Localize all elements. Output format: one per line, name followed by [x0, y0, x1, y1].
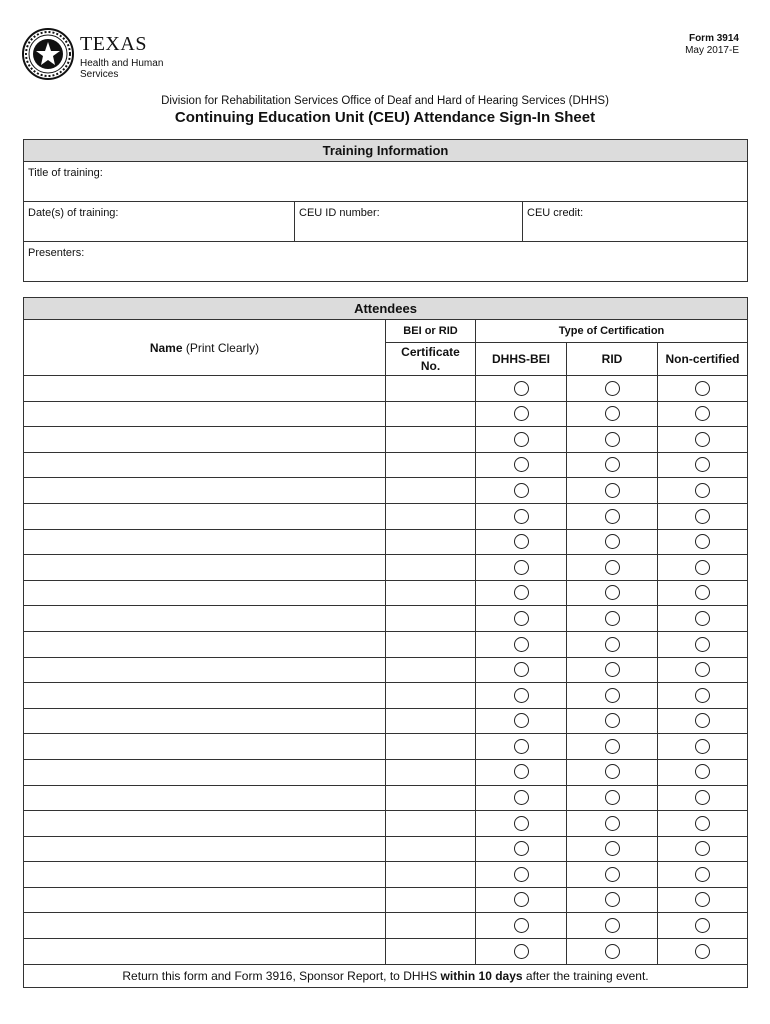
attendee-name-cell[interactable]	[24, 913, 386, 939]
logo-hhs-line1: Health and Human	[80, 58, 164, 69]
rid-radio[interactable]	[605, 764, 620, 779]
table-row	[24, 734, 748, 760]
attendee-name-cell[interactable]	[24, 683, 386, 709]
attendee-name-cell[interactable]	[24, 887, 386, 913]
rid-cell	[567, 734, 658, 760]
dhhs-bei-cell	[476, 913, 567, 939]
non-certified-cell	[658, 708, 748, 734]
rid-radio[interactable]	[605, 637, 620, 652]
certificate-number-cell[interactable]	[386, 555, 476, 581]
non-certified-radio[interactable]	[695, 739, 710, 754]
non-certified-radio[interactable]	[695, 764, 710, 779]
rid-cell	[567, 913, 658, 939]
certificate-number-cell[interactable]	[386, 887, 476, 913]
non-certified-radio[interactable]	[695, 867, 710, 882]
table-row	[24, 427, 748, 453]
non-certified-cell	[658, 759, 748, 785]
dhhs-bei-radio[interactable]	[514, 534, 529, 549]
rid-radio[interactable]	[605, 918, 620, 933]
dhhs-bei-cell	[476, 478, 567, 504]
rid-cell	[567, 631, 658, 657]
dhhs-bei-radio[interactable]	[514, 739, 529, 754]
rid-header: RID	[567, 343, 658, 376]
non-certified-cell	[658, 939, 748, 965]
rid-radio[interactable]	[605, 611, 620, 626]
certificate-number-cell[interactable]	[386, 836, 476, 862]
rid-cell	[567, 836, 658, 862]
dhhs-bei-cell	[476, 657, 567, 683]
table-row	[24, 606, 748, 632]
dhhs-bei-radio[interactable]	[514, 611, 529, 626]
non-certified-cell	[658, 427, 748, 453]
rid-radio[interactable]	[605, 867, 620, 882]
dhhs-bei-cell	[476, 580, 567, 606]
dhhs-bei-radio[interactable]	[514, 944, 529, 959]
non-certified-radio[interactable]	[695, 918, 710, 933]
rid-radio[interactable]	[605, 662, 620, 677]
non-certified-radio[interactable]	[695, 483, 710, 498]
rid-radio[interactable]	[605, 944, 620, 959]
dhhs-bei-cell	[476, 811, 567, 837]
non-certified-cell	[658, 376, 748, 402]
rid-cell	[567, 683, 658, 709]
rid-radio[interactable]	[605, 713, 620, 728]
certificate-number-cell[interactable]	[386, 529, 476, 555]
attendees-heading: Attendees	[24, 298, 748, 320]
dhhs-bei-cell	[476, 862, 567, 888]
footer-deadline: within 10 days	[440, 968, 523, 983]
dhhs-bei-cell	[476, 452, 567, 478]
dhhs-bei-radio[interactable]	[514, 713, 529, 728]
non-certified-cell	[658, 734, 748, 760]
attendee-name-cell[interactable]	[24, 759, 386, 785]
attendee-name-cell[interactable]	[24, 376, 386, 402]
certificate-number-cell[interactable]	[386, 657, 476, 683]
logo-texas-text: TEXAS	[80, 33, 147, 55]
attendee-name-cell[interactable]	[24, 836, 386, 862]
rid-cell	[567, 939, 658, 965]
division-name: Division for Rehabilitation Services Office of Deaf and Hard of Hearing Services (DHHS)	[161, 95, 609, 107]
non-certified-cell	[658, 555, 748, 581]
table-row	[24, 657, 748, 683]
dates-of-training-field[interactable]: Date(s) of training:	[24, 202, 295, 242]
certificate-number-cell[interactable]	[386, 452, 476, 478]
certificate-number-cell[interactable]	[386, 478, 476, 504]
dhhs-bei-radio[interactable]	[514, 637, 529, 652]
attendee-rows	[24, 376, 748, 965]
certificate-number-cell[interactable]	[386, 503, 476, 529]
dhhs-bei-radio[interactable]	[514, 483, 529, 498]
page-title: Continuing Education Unit (CEU) Attendance Sign-In Sheet	[174, 109, 596, 126]
rid-cell	[567, 555, 658, 581]
non-certified-cell	[658, 529, 748, 555]
certificate-number-cell[interactable]	[386, 785, 476, 811]
rid-radio[interactable]	[605, 892, 620, 907]
dhhs-bei-cell	[476, 631, 567, 657]
certificate-number-cell[interactable]	[386, 401, 476, 427]
dhhs-bei-radio[interactable]	[514, 381, 529, 396]
rid-radio[interactable]	[605, 816, 620, 831]
dhhs-bei-radio[interactable]	[514, 432, 529, 447]
rid-cell	[567, 401, 658, 427]
dhhs-bei-cell	[476, 427, 567, 453]
non-certified-cell	[658, 862, 748, 888]
attendee-name-cell[interactable]	[24, 401, 386, 427]
certificate-number-cell[interactable]	[386, 734, 476, 760]
dhhs-bei-radio[interactable]	[514, 662, 529, 677]
certificate-number-cell[interactable]	[386, 811, 476, 837]
attendee-name-cell[interactable]	[24, 580, 386, 606]
dhhs-bei-radio[interactable]	[514, 406, 529, 421]
non-certified-radio[interactable]	[695, 381, 710, 396]
attendee-name-cell[interactable]	[24, 862, 386, 888]
attendee-name-cell[interactable]	[24, 478, 386, 504]
non-certified-radio[interactable]	[695, 713, 710, 728]
table-row	[24, 708, 748, 734]
rid-cell	[567, 376, 658, 402]
attendee-name-cell[interactable]	[24, 734, 386, 760]
table-row	[24, 401, 748, 427]
non-certified-cell	[658, 606, 748, 632]
rid-radio[interactable]	[605, 381, 620, 396]
table-row	[24, 452, 748, 478]
non-certified-radio[interactable]	[695, 892, 710, 907]
non-certified-radio[interactable]	[695, 662, 710, 677]
non-certified-radio[interactable]	[695, 944, 710, 959]
rid-cell	[567, 708, 658, 734]
dhhs-bei-cell	[476, 401, 567, 427]
rid-cell	[567, 503, 658, 529]
dhhs-bei-cell	[476, 683, 567, 709]
dhhs-bei-cell	[476, 836, 567, 862]
attendee-name-cell[interactable]	[24, 657, 386, 683]
rid-radio[interactable]	[605, 406, 620, 421]
form-date: May 2017-E	[685, 45, 739, 56]
rid-radio[interactable]	[605, 457, 620, 472]
rid-radio[interactable]	[605, 483, 620, 498]
certificate-number-cell[interactable]	[386, 631, 476, 657]
certificate-number-cell[interactable]	[386, 708, 476, 734]
texas-hhs-logo	[22, 28, 172, 84]
type-of-certification-header: Type of Certification	[476, 320, 748, 343]
non-certified-radio[interactable]	[695, 637, 710, 652]
footer-text-2: after the training event.	[522, 968, 649, 983]
certificate-number-cell[interactable]	[386, 606, 476, 632]
non-certified-cell	[658, 401, 748, 427]
table-row	[24, 529, 748, 555]
dhhs-bei-radio[interactable]	[514, 790, 529, 805]
dhhs-bei-radio[interactable]	[514, 688, 529, 703]
dhhs-bei-radio[interactable]	[514, 509, 529, 524]
name-header-rest: (Print Clearly)	[182, 340, 260, 355]
dhhs-bei-cell	[476, 529, 567, 555]
presenters-field[interactable]: Presenters:	[24, 242, 748, 282]
certificate-number-cell[interactable]	[386, 939, 476, 965]
non-certified-radio[interactable]	[695, 457, 710, 472]
dhhs-bei-radio[interactable]	[514, 816, 529, 831]
table-row	[24, 683, 748, 709]
non-certified-cell	[658, 657, 748, 683]
certificate-number-cell[interactable]	[386, 862, 476, 888]
certificate-number-cell[interactable]	[386, 376, 476, 402]
table-row	[24, 503, 748, 529]
rid-cell	[567, 580, 658, 606]
table-row	[24, 555, 748, 581]
table-row	[24, 785, 748, 811]
attendee-name-cell[interactable]	[24, 811, 386, 837]
name-header-bold: Name	[149, 340, 183, 355]
non-certified-cell	[658, 631, 748, 657]
attendee-name-cell[interactable]	[24, 555, 386, 581]
attendee-name-cell[interactable]	[24, 503, 386, 529]
rid-cell	[567, 785, 658, 811]
dhhs-bei-cell	[476, 708, 567, 734]
non-certified-radio[interactable]	[695, 611, 710, 626]
attendee-name-cell[interactable]	[24, 529, 386, 555]
non-certified-cell	[658, 478, 748, 504]
non-certified-radio[interactable]	[695, 585, 710, 600]
table-row	[24, 376, 748, 402]
non-certified-radio[interactable]	[695, 432, 710, 447]
rid-cell	[567, 887, 658, 913]
rid-cell	[567, 862, 658, 888]
non-certified-cell	[658, 913, 748, 939]
rid-radio[interactable]	[605, 585, 620, 600]
dhhs-bei-radio[interactable]	[514, 867, 529, 882]
rid-radio[interactable]	[605, 432, 620, 447]
title-of-training-field[interactable]: Title of training:	[24, 162, 748, 202]
non-certified-radio[interactable]	[695, 841, 710, 856]
table-row	[24, 580, 748, 606]
certificate-number-cell[interactable]	[386, 913, 476, 939]
non-certified-radio[interactable]	[695, 509, 710, 524]
name-column-header	[24, 320, 386, 376]
table-row	[24, 836, 748, 862]
dhhs-bei-radio[interactable]	[514, 560, 529, 575]
rid-cell	[567, 811, 658, 837]
attendee-name-cell[interactable]	[24, 427, 386, 453]
rid-cell	[567, 529, 658, 555]
table-row	[24, 631, 748, 657]
dhhs-bei-radio[interactable]	[514, 892, 529, 907]
rid-cell	[567, 427, 658, 453]
non-certified-cell	[658, 683, 748, 709]
table-row	[24, 811, 748, 837]
rid-cell	[567, 657, 658, 683]
non-certified-radio[interactable]	[695, 688, 710, 703]
non-certified-cell	[658, 887, 748, 913]
rid-radio[interactable]	[605, 739, 620, 754]
rid-cell	[567, 452, 658, 478]
dhhs-bei-cell	[476, 785, 567, 811]
attendee-name-cell[interactable]	[24, 785, 386, 811]
attendee-name-cell[interactable]	[24, 606, 386, 632]
return-instructions	[24, 964, 748, 987]
certificate-number-cell[interactable]	[386, 759, 476, 785]
rid-cell	[567, 759, 658, 785]
rid-radio[interactable]	[605, 841, 620, 856]
non-certified-cell	[658, 836, 748, 862]
non-certified-cell	[658, 811, 748, 837]
attendee-name-cell[interactable]	[24, 631, 386, 657]
dhhs-bei-cell	[476, 555, 567, 581]
bei-rid-header: BEI or RID	[386, 320, 476, 343]
table-row	[24, 862, 748, 888]
non-certified-cell	[658, 580, 748, 606]
dhhs-bei-radio[interactable]	[514, 585, 529, 600]
table-row	[24, 913, 748, 939]
dhhs-bei-cell	[476, 376, 567, 402]
non-certified-cell	[658, 452, 748, 478]
dhhs-bei-radio[interactable]	[514, 918, 529, 933]
ceu-credit-field[interactable]: CEU credit:	[523, 202, 748, 242]
dhhs-bei-radio[interactable]	[514, 764, 529, 779]
dhhs-bei-cell	[476, 759, 567, 785]
form-number-block	[685, 33, 739, 57]
attendee-name-cell[interactable]	[24, 708, 386, 734]
dhhs-bei-radio[interactable]	[514, 841, 529, 856]
rid-radio[interactable]	[605, 534, 620, 549]
table-row	[24, 478, 748, 504]
table-row	[24, 939, 748, 965]
dhhs-bei-radio[interactable]	[514, 457, 529, 472]
rid-radio[interactable]	[605, 688, 620, 703]
dhhs-bei-cell	[476, 734, 567, 760]
training-info-heading: Training Information	[24, 140, 748, 162]
table-row	[24, 887, 748, 913]
dhhs-bei-cell	[476, 887, 567, 913]
non-certified-radio[interactable]	[695, 534, 710, 549]
footer-text-1: Return this form and Form 3916, Sponsor Report, to DHHS	[122, 968, 441, 983]
attendee-name-cell[interactable]	[24, 452, 386, 478]
dhhs-bei-header: DHHS-BEI	[476, 343, 567, 376]
texas-seal-icon	[22, 28, 74, 80]
table-row	[24, 759, 748, 785]
rid-cell	[567, 478, 658, 504]
dhhs-bei-cell	[476, 606, 567, 632]
training-information-table	[23, 139, 748, 282]
certificate-no-header: Certificate No.	[386, 343, 476, 376]
non-certified-cell	[658, 785, 748, 811]
attendees-table	[23, 297, 748, 988]
dhhs-bei-cell	[476, 503, 567, 529]
logo-hhs-line2: Services	[80, 69, 119, 80]
rid-radio[interactable]	[605, 509, 620, 524]
ceu-id-number-field[interactable]: CEU ID number:	[295, 202, 523, 242]
rid-radio[interactable]	[605, 560, 620, 575]
dhhs-bei-cell	[476, 939, 567, 965]
non-certified-cell	[658, 503, 748, 529]
certificate-number-cell[interactable]	[386, 683, 476, 709]
certificate-number-cell[interactable]	[386, 427, 476, 453]
attendee-name-cell[interactable]	[24, 939, 386, 965]
non-certified-radio[interactable]	[695, 816, 710, 831]
non-certified-radio[interactable]	[695, 560, 710, 575]
non-certified-radio[interactable]	[695, 790, 710, 805]
rid-radio[interactable]	[605, 790, 620, 805]
non-certified-header: Non-certified	[658, 343, 748, 376]
non-certified-radio[interactable]	[695, 406, 710, 421]
rid-cell	[567, 606, 658, 632]
certificate-number-cell[interactable]	[386, 580, 476, 606]
form-number: Form 3914	[688, 33, 739, 44]
